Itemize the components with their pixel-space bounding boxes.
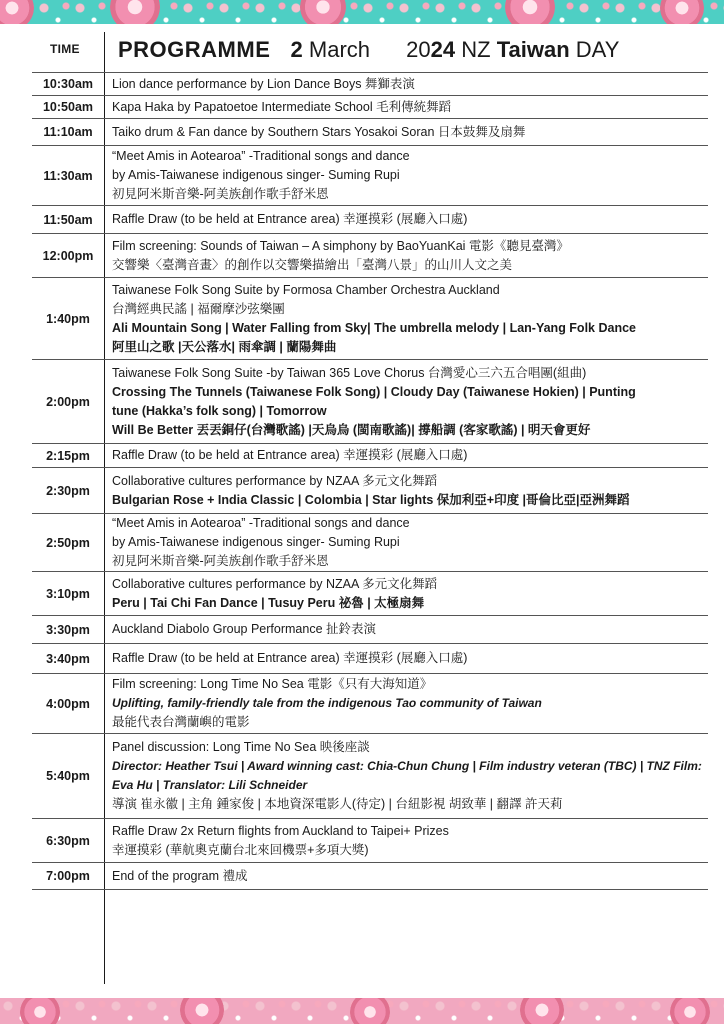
page-title bbox=[118, 36, 619, 64]
table-row bbox=[32, 862, 708, 890]
row-text-line: by Amis-Taiwanese indigenous singer- Suming Rupi bbox=[112, 168, 400, 182]
row-time: 6:30pm bbox=[46, 833, 90, 848]
row-content bbox=[104, 361, 708, 443]
row-time: 2:00pm bbox=[46, 394, 90, 409]
table-row bbox=[32, 118, 708, 145]
row-text-line: Collaborative cultures performance by NZAA 多元文化舞蹈 bbox=[112, 473, 438, 488]
row-text-line: Ali Mountain Song | Water Falling from Sky| The umbrella melody | Lan-Yang Folk Dance bbox=[112, 320, 636, 335]
row-text-line: Raffle Draw (to be held at Entrance area) 幸運摸彩 (展廳入口處) bbox=[112, 651, 468, 665]
row-content bbox=[104, 617, 708, 642]
row-text-line: 最能代表台灣蘭嶼的電影 bbox=[112, 715, 250, 729]
row-text-line: Eva Hu | Translator: Lili Schneider bbox=[112, 778, 308, 792]
programme-table bbox=[32, 72, 708, 890]
row-time: 1:40pm bbox=[46, 311, 90, 326]
top-floral-band bbox=[0, 0, 724, 24]
row-content bbox=[104, 469, 708, 513]
event-title: 2024 NZ Taiwan DAY bbox=[406, 37, 620, 62]
row-time: 3:10pm bbox=[46, 586, 90, 601]
row-time: 3:40pm bbox=[46, 651, 90, 666]
row-time: 10:50am bbox=[42, 100, 94, 114]
table-row bbox=[32, 673, 708, 733]
table-row bbox=[32, 277, 708, 359]
row-time: 2:15pm bbox=[46, 448, 90, 463]
header bbox=[0, 24, 724, 74]
row-text-line: 幸運摸彩 (華航奧克蘭台北來回機票+多項大獎) bbox=[112, 842, 369, 857]
row-time: 11:10am bbox=[43, 125, 93, 139]
table-row bbox=[32, 443, 708, 467]
row-text-line: Raffle Draw 2x Return flights from Auckland to Taipei+ Prizes bbox=[112, 823, 449, 838]
row-time: 2:50pm bbox=[46, 535, 90, 550]
row-text-line: Taiko drum & Fan dance by Southern Stars Yosakoi Soran 日本鼓舞及扇舞 bbox=[112, 124, 526, 139]
row-text-line: 阿里山之歌 |天公落水| 雨傘調 | 蘭陽舞曲 bbox=[112, 339, 337, 354]
row-text-line: 初見阿米斯音樂-阿美族創作歌手舒米恩 bbox=[112, 554, 329, 568]
row-text-line: Panel discussion: Long Time No Sea 映後座談 bbox=[112, 740, 370, 754]
row-time: 10:30am bbox=[42, 77, 94, 91]
row-content bbox=[104, 819, 708, 863]
row-text-line: Kapa Haka by Papatoetoe Intermediate School 毛利傳統舞蹈 bbox=[112, 99, 452, 114]
table-row bbox=[32, 818, 708, 862]
row-time: 2:30pm bbox=[46, 483, 90, 498]
row-text-line: Taiwanese Folk Song Suite -by Taiwan 365 Love Chorus 台灣愛心三六五合唱團(組曲) bbox=[112, 365, 587, 380]
row-text-line: Film screening: Long Time No Sea 電影《只有大海知道》 bbox=[112, 677, 433, 691]
row-content bbox=[104, 207, 708, 232]
row-time: 3:30pm bbox=[46, 622, 90, 637]
programme-label: PROGRAMME bbox=[118, 37, 271, 62]
table-row bbox=[32, 205, 708, 233]
row-text-line: 初見阿米斯音樂-阿美族創作歌手舒米恩 bbox=[112, 187, 329, 201]
table-row bbox=[32, 513, 708, 571]
row-time: 12:00pm bbox=[42, 248, 94, 263]
row-content bbox=[104, 443, 708, 468]
table-row bbox=[32, 615, 708, 643]
row-text-line: by Amis-Taiwanese indigenous singer- Suming Rupi bbox=[112, 535, 400, 549]
row-text-line: Collaborative cultures performance by NZAA 多元文化舞蹈 bbox=[112, 576, 438, 591]
row-text-line: tune (Hakka’s folk song) | Tomorrow bbox=[112, 403, 327, 418]
row-text-line: Taiwanese Folk Song Suite by Formosa Chamber Orchestra Auckland bbox=[112, 282, 500, 297]
row-content bbox=[104, 572, 708, 616]
row-text-line: Peru | Tai Chi Fan Dance | Tusuy Peru 祕魯 | 太極扇舞 bbox=[112, 595, 425, 610]
row-time: 7:00pm bbox=[46, 869, 90, 883]
row-text-line: Raffle Draw (to be held at Entrance area) 幸運摸彩 (展廳入口處) bbox=[112, 448, 468, 462]
row-text-line: Crossing The Tunnels (Taiwanese Folk Song) | Cloudy Day (Taiwanese Hokien) | Punting bbox=[112, 384, 636, 399]
row-text-line: Film screening: Sounds of Taiwan – A simphony by BaoYuanKai 電影《聽見臺灣》 bbox=[112, 238, 569, 253]
row-content bbox=[104, 95, 708, 120]
row-content bbox=[104, 646, 708, 671]
table-row bbox=[32, 571, 708, 615]
table-row bbox=[32, 72, 708, 95]
table-row bbox=[32, 643, 708, 673]
row-time: 11:50am bbox=[43, 212, 93, 227]
row-text-line: End of the program 禮成 bbox=[112, 868, 248, 883]
row-text-line: Will Be Better 丟丟銅仔(台灣歌謠) |天烏烏 (閩南歌謠)| 撐船調 (客家歌謠) | 明天會更好 bbox=[112, 422, 591, 437]
event-date: 2 March bbox=[290, 37, 371, 62]
bottom-floral-band bbox=[0, 998, 724, 1024]
table-row bbox=[32, 95, 708, 118]
row-text-line: 導演 崔永徽 | 主角 鍾家俊 | 本地資深電影人(待定) | 台紐影視 胡致華 | 翻譯 許天莉 bbox=[112, 797, 563, 811]
row-time: 5:40pm bbox=[46, 769, 90, 783]
row-content bbox=[104, 511, 708, 574]
row-text-line: Auckland Diabolo Group Performance 扯鈴表演 bbox=[112, 622, 377, 636]
table-row bbox=[32, 145, 708, 205]
row-text-line: Bulgarian Rose + India Classic | Colombia | Star lights 保加利亞+印度 |哥倫比亞|亞洲舞蹈 bbox=[112, 492, 630, 507]
row-content bbox=[104, 234, 708, 278]
row-content bbox=[104, 144, 708, 207]
row-text-line: “Meet Amis in Aotearoa” -Traditional songs and dance bbox=[112, 149, 410, 163]
row-time: 11:30am bbox=[43, 168, 93, 183]
table-row bbox=[32, 233, 708, 277]
row-content bbox=[104, 735, 708, 817]
row-content bbox=[104, 864, 708, 889]
row-content bbox=[104, 278, 708, 360]
row-content bbox=[104, 72, 708, 97]
row-text-line: 台灣經典民謠 | 福爾摩沙弦樂團 bbox=[112, 301, 285, 316]
row-time: 4:00pm bbox=[46, 696, 90, 711]
table-row bbox=[32, 359, 708, 443]
row-text-line: Uplifting, family-friendly tale from the indigenous Tao community of Taiwan bbox=[112, 696, 542, 710]
time-column-header: TIME bbox=[50, 42, 80, 56]
row-content bbox=[104, 120, 708, 145]
table-row bbox=[32, 733, 708, 818]
row-text-line: Director: Heather Tsui | Award winning cast: Chia-Chun Chung | Film industry veteran (TBC) | TNZ Film: bbox=[112, 759, 702, 773]
row-text-line: Raffle Draw (to be held at Entrance area) 幸運摸彩 (展廳入口處) bbox=[112, 212, 468, 226]
table-row bbox=[32, 467, 708, 513]
row-content bbox=[104, 672, 708, 735]
row-text-line: Lion dance performance by Lion Dance Boys 舞獅表演 bbox=[112, 76, 415, 91]
row-text-line: “Meet Amis in Aotearoa” -Traditional songs and dance bbox=[112, 516, 410, 530]
row-text-line: 交響樂〈臺灣音畫〉的創作以交響樂描繪出「臺灣八景」的山川人文之美 bbox=[112, 257, 513, 272]
